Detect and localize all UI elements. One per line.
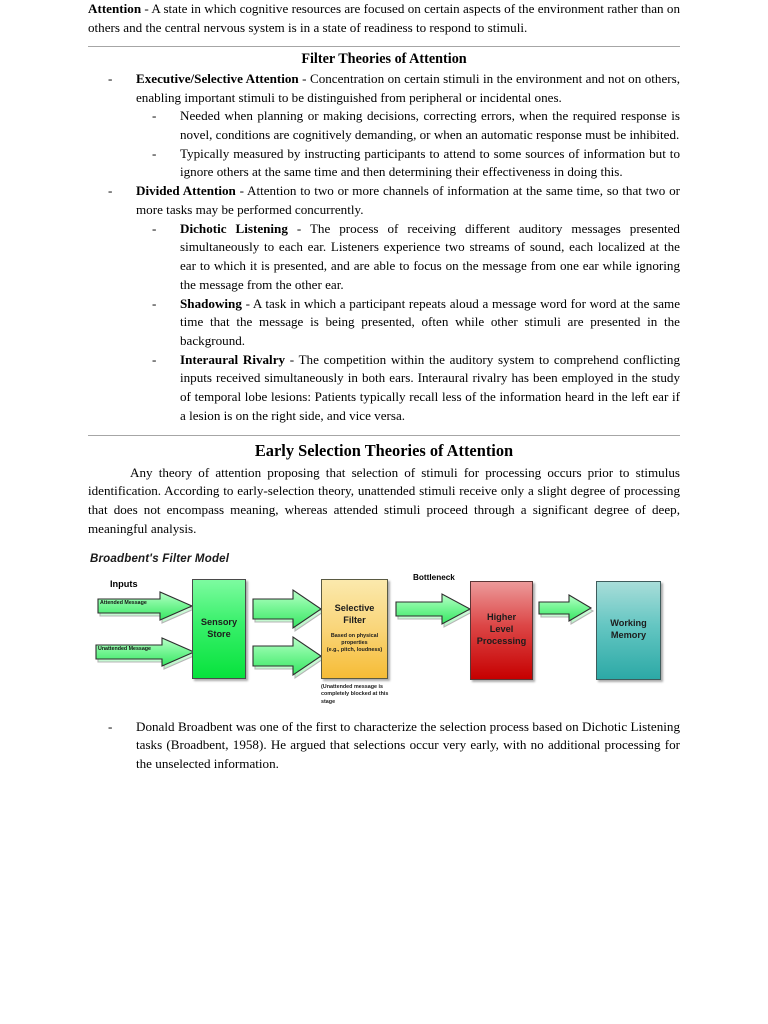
box-subtitle-line: (e.g., pitch, loudness): [326, 646, 383, 653]
figure-label-bottleneck: Bottleneck: [413, 572, 455, 582]
bullet-dash: -: [152, 108, 157, 124]
filter-note-line: (Unattended message is: [321, 683, 384, 690]
item-term: Dichotic Listening: [180, 220, 288, 236]
box-title-line: Store: [207, 628, 231, 639]
filter-note-line: completely blocked at this: [321, 691, 389, 698]
box-title-line: Level: [489, 624, 514, 635]
item-term: Executive/Selective Attention: [136, 70, 299, 86]
figure-box-sensory-store: [192, 579, 246, 679]
bullet-dash: -: [108, 183, 113, 199]
figure-box-higher-level-processing: [470, 581, 533, 680]
filter-theories-list: [88, 70, 680, 426]
list-item: [88, 718, 680, 774]
box-title-line: Selective: [334, 603, 375, 614]
divider-rule-2: [88, 435, 680, 436]
item-text: The process of receiving different auditory messages presented simultaneously to each ear. Listeners experience two streams of sound, each localized at the ear to which it is presented, and are able to focus on the message from one ear while ignoring the message from the other ear.: [180, 220, 680, 292]
figure-title: Broadbent's Filter Model: [90, 552, 230, 565]
item-text: A task in which a participant repeats aloud a message word for word at the same time that the message is being presented, often while other stimuli are presented in the background.: [180, 295, 681, 348]
figure-box-selective-filter: [321, 579, 388, 679]
item-dash: -: [285, 351, 299, 367]
item-dash: -: [287, 220, 310, 236]
divider-rule-1: [88, 46, 680, 47]
item-dash: -: [235, 183, 248, 199]
bullet-dash: -: [108, 718, 113, 734]
item-dash: -: [241, 295, 253, 311]
early-selection-paragraph: Any theory of attention proposing that selection of stimuli for processing occurs prior to stimulus identification. According to early-selection theory, unattended stimuli receive only a slight degree of processing that does not encompass meaning, whereas attended stimuli proceed through a significant degree of deep, meaningful analysis.: [88, 464, 680, 536]
arrow-unattended-message: [96, 637, 196, 671]
item-text: Typically measured by instructing participants to attend to some sources of information but to ignore others at the same time and then determining their effectiveness in doing this.: [180, 145, 680, 180]
box-title-line: Filter: [343, 614, 366, 625]
box-title-line: Sensory: [200, 616, 238, 627]
figure-filter-note: [321, 684, 401, 707]
arrow-higher-to-working-memory: [539, 595, 593, 621]
figure-label-inputs: Inputs: [110, 578, 138, 589]
arrow-sensory-to-filter-top: [253, 590, 323, 628]
filter-note-line: stage: [321, 699, 336, 706]
sub-list: [136, 220, 680, 426]
bullet-dash: -: [152, 220, 157, 236]
box-title-line: Memory: [610, 630, 647, 641]
box-title-line: Higher: [486, 612, 517, 623]
item-text: Attention to two or more channels of information at the same time, so that two or more tasks may be performed concurrently.: [136, 183, 681, 217]
intro-term: Attention: [88, 1, 142, 16]
list-item: [136, 107, 680, 144]
list-item: [88, 182, 680, 425]
item-text: The competition within the auditory system to comprehend conflicting inputs received simultaneously in both ears. Interaural rivalry has been employed in the study of temporal lobe lesions: Patients typically recall less of the information heard in the left ear if a lesion is on the right side, and vice versa.: [180, 351, 681, 423]
broadbent-filter-model-figure: [88, 553, 680, 718]
section-heading-filter-theories: Filter Theories of Attention: [301, 51, 467, 68]
figure-box-working-memory: [596, 581, 661, 680]
box-title-line: Working: [610, 618, 647, 629]
arrow-sensory-to-filter-bottom: [253, 637, 323, 675]
bullet-dash: -: [152, 351, 157, 367]
box-title-line: Processing: [476, 635, 527, 646]
item-dash: -: [298, 70, 310, 86]
sub-list: [136, 107, 680, 182]
item-term: Shadowing: [180, 295, 242, 311]
figure-label-attended-message: Attended Message: [100, 599, 147, 606]
bullet-dash: -: [108, 70, 113, 86]
box-subtitle-line: Based on physical: [330, 632, 379, 639]
arrow-attended-message: [98, 591, 194, 625]
box-subtitle: [327, 633, 382, 654]
item-text: Concentration on certain stimuli in the environment and not on others, enabling important stimuli to be distinguished from peripheral or incidental ones.: [136, 70, 680, 105]
broadbent-footer-list: [88, 718, 680, 774]
figure-label-unattended-message: Unattended Message: [98, 645, 151, 652]
bullet-dash: -: [152, 295, 157, 311]
intro-paragraph: [88, 0, 680, 37]
arrow-bottleneck: [396, 594, 472, 624]
list-item: [136, 351, 680, 426]
item-term: Divided Attention: [136, 183, 236, 199]
box-subtitle-line: properties: [341, 639, 368, 646]
list-item: [136, 295, 680, 351]
bullet-dash: -: [152, 145, 157, 161]
list-item: [88, 70, 680, 182]
section-heading-early-selection: Early Selection Theories of Attention: [254, 440, 514, 460]
list-item: [136, 145, 680, 182]
item-term: Interaural Rivalry: [180, 351, 286, 367]
item-text: Needed when planning or making decisions, correcting errors, when the required response is novel, conditions are cognitively demanding, or when an automatic response must be inhibited.: [180, 108, 680, 143]
intro-dash: -: [141, 1, 152, 16]
document-page: [88, 0, 680, 774]
list-item: [136, 220, 680, 295]
intro-definition: A state in which cognitive resources are focused on certain aspects of the environment rather than on others and the central nervous system is in a state of readiness to respond to stimuli.: [88, 1, 680, 35]
item-text: Donald Broadbent was one of the first to characterize the selection process based on Dichotic Listening tasks (Broadbent, 1958). He argued that selections occur very early, with no additional processing for the unselected information.: [136, 718, 680, 771]
